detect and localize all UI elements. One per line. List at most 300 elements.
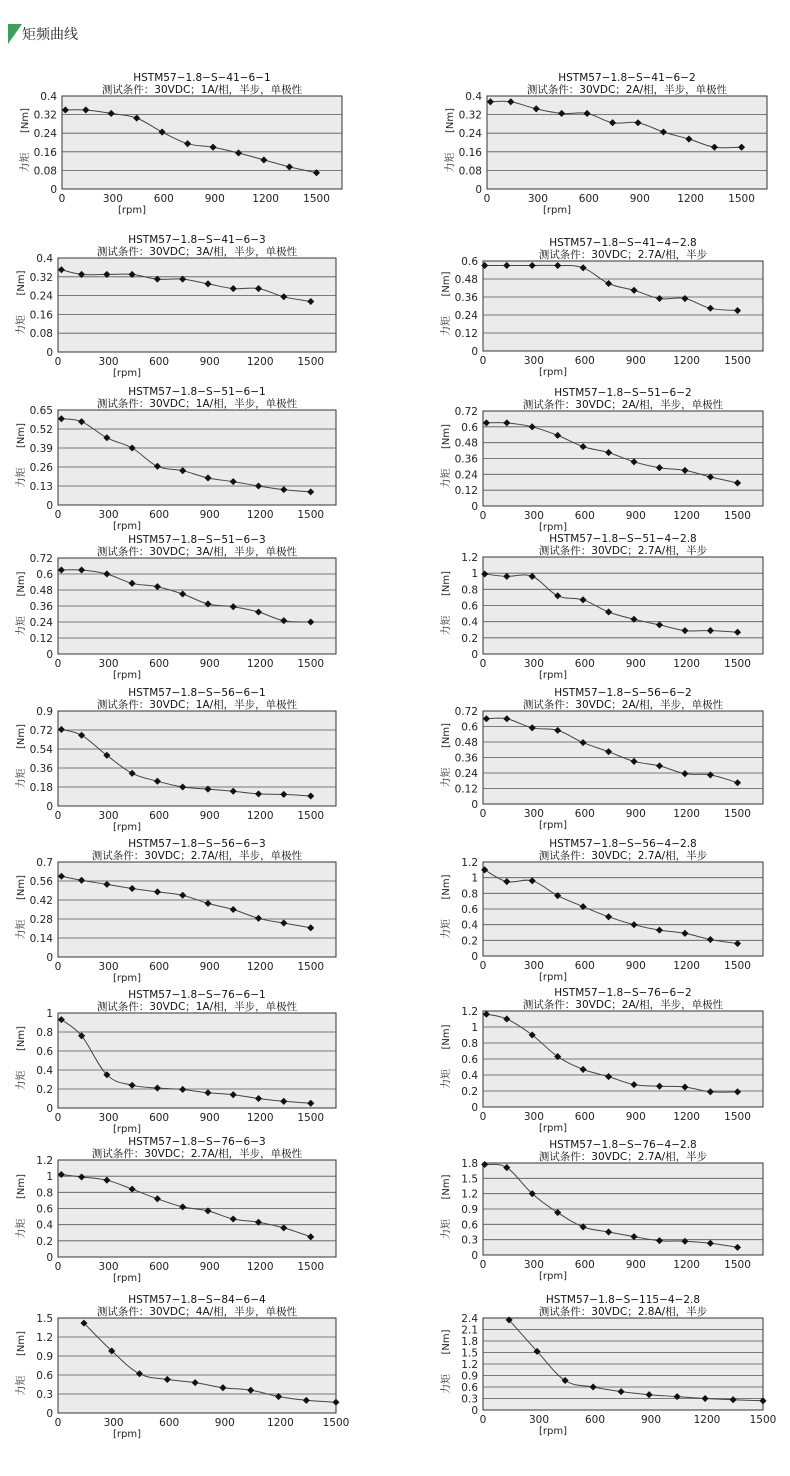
y-tick-label: 0: [471, 346, 478, 358]
y-tick-label: 1: [471, 872, 478, 885]
y-tick-label: 0.39: [29, 443, 53, 455]
x-tick-label: 1200: [246, 658, 274, 670]
y-axis-unit: [Nm]: [20, 107, 31, 134]
y-axis-unit: [Nm]: [441, 1024, 452, 1050]
x-tick-label: 300: [523, 808, 544, 820]
y-axis-label-group: [439, 1174, 452, 1239]
y-axis-unit: [Nm]: [16, 422, 27, 449]
y-axis-unit: [Nm]: [441, 423, 452, 450]
x-tick-label: 300: [523, 658, 544, 670]
y-tick-label: 0.2: [36, 1235, 53, 1248]
x-tick-label: 1200: [246, 1261, 274, 1273]
chart-title: HSTM57−1.8−S−115−4−2.8: [545, 1294, 701, 1306]
chart-title: HSTM57−1.8−S−56−6−2: [554, 687, 692, 699]
y-tick-label: 0.72: [29, 725, 53, 737]
x-tick-label: 0: [58, 193, 66, 205]
chart-title: HSTM57−1.8−S−84−6−4: [128, 1294, 266, 1306]
y-axis-unit: [Nm]: [16, 1330, 27, 1357]
y-axis-label: 力矩: [441, 767, 452, 788]
x-axis-label: [rpm]: [112, 973, 142, 984]
y-tick-label: 0.6: [36, 569, 53, 581]
x-tick-label: 900: [199, 356, 220, 368]
y-tick-label: 0.26: [29, 462, 53, 474]
y-tick-label: 0.48: [454, 437, 478, 450]
chart-subtitle: 测试条件：30VDC；3A/相，半步，单极性: [96, 246, 298, 258]
y-tick-label: 0.56: [29, 876, 53, 888]
chart-subtitle: 测试条件：30VDC；2.7A/相，半步: [538, 1151, 708, 1163]
x-tick-label: 600: [574, 1259, 595, 1271]
x-tick-label: 1500: [297, 1261, 325, 1273]
y-tick-label: 0.6: [461, 421, 478, 434]
y-tick-label: 0.6: [36, 1046, 53, 1058]
x-tick-label: 300: [527, 193, 548, 205]
y-tick-label: 0: [471, 501, 478, 513]
y-axis-unit: [Nm]: [441, 874, 452, 900]
chart-title: HSTM57−1.8−S−76−4−2.8: [549, 1139, 697, 1151]
x-tick-label: 1200: [673, 658, 701, 670]
chart-5: [14, 386, 336, 532]
y-tick-label: 0.72: [29, 553, 53, 565]
x-tick-label: 0: [479, 808, 487, 820]
y-axis-unit: [Nm]: [16, 1173, 27, 1200]
chart-title: HSTM57−1.8−S−56−4−2.8: [549, 838, 697, 850]
x-tick-label: 1500: [724, 1259, 751, 1271]
chart-title: HSTM57−1.8−S−41−6−2: [558, 72, 696, 84]
x-tick-label: 1200: [246, 1112, 274, 1124]
y-axis-label: 力矩: [16, 616, 27, 636]
y-axis-label: 力矩: [441, 1374, 452, 1394]
chart-11: [14, 838, 336, 984]
x-tick-label: 1500: [297, 509, 325, 521]
y-axis-label-group: [14, 724, 27, 789]
y-tick-label: 0.4: [465, 91, 482, 103]
chart-4: [439, 237, 763, 378]
x-tick-label: 1500: [724, 1111, 751, 1123]
x-tick-label: 300: [98, 810, 119, 822]
y-axis-label: 力矩: [16, 768, 27, 789]
y-tick-label: 0.24: [29, 617, 53, 629]
y-axis-unit: [Nm]: [16, 270, 27, 296]
y-tick-label: 0: [471, 1102, 478, 1114]
y-tick-label: 0.9: [36, 1351, 53, 1363]
y-tick-label: 0.4: [36, 253, 53, 265]
x-axis-label: [rpm]: [112, 521, 142, 532]
x-tick-label: 300: [98, 658, 119, 670]
x-axis-label: [rpm]: [538, 1426, 568, 1437]
y-tick-label: 0.8: [461, 1038, 478, 1050]
x-tick-label: 300: [523, 1111, 544, 1123]
y-tick-label: 1.5: [36, 1313, 53, 1325]
y-axis-label: 力矩: [16, 315, 27, 335]
x-axis-label: [rpm]: [538, 670, 568, 681]
x-tick-label: 1200: [246, 810, 274, 822]
y-tick-label: 1: [471, 568, 478, 581]
y-tick-label: 0.6: [461, 1054, 478, 1066]
y-tick-label: 0.54: [29, 744, 53, 756]
y-tick-label: 0.12: [454, 485, 478, 498]
chart-16: [439, 1139, 763, 1282]
y-axis-label: 力矩: [16, 919, 27, 940]
chart-title: HSTM57−1.8−S−51−6−3: [128, 534, 266, 546]
y-tick-label: 1.2: [461, 857, 478, 869]
x-axis-label: [rpm]: [112, 1124, 142, 1135]
y-tick-label: 0.48: [454, 274, 478, 286]
y-tick-label: 0.4: [461, 1070, 478, 1082]
y-tick-label: 0.08: [458, 165, 482, 178]
x-tick-label: 300: [523, 510, 544, 522]
chart-title: HSTM57−1.8−S−76−6−1: [128, 989, 266, 1001]
y-axis-label: 力矩: [16, 1070, 27, 1091]
y-axis-label-group: [14, 1026, 27, 1091]
x-tick-label: 1500: [297, 1112, 325, 1124]
y-tick-label: 1.2: [461, 1006, 478, 1018]
y-axis-label-group: [14, 1331, 27, 1396]
y-tick-label: 0.6: [36, 1370, 53, 1382]
y-tick-label: 0: [46, 347, 53, 359]
x-axis-label: [rpm]: [112, 1273, 142, 1284]
plot-area: [58, 711, 336, 806]
y-axis-unit: [Nm]: [441, 722, 452, 749]
y-axis-label: 力矩: [20, 152, 31, 173]
y-tick-label: 0: [46, 1408, 53, 1420]
x-tick-label: 1500: [724, 355, 751, 367]
x-axis-label: [rpm]: [112, 670, 142, 681]
y-tick-label: 1: [471, 1022, 478, 1034]
x-tick-label: 1200: [673, 808, 701, 820]
y-tick-label: 1: [46, 1008, 53, 1020]
chart-9: [14, 687, 336, 833]
y-tick-label: 0.2: [461, 1086, 478, 1098]
chart-13: [14, 989, 336, 1135]
x-tick-label: 1500: [724, 510, 751, 522]
x-tick-label: 900: [199, 658, 220, 670]
y-tick-label: 0.16: [29, 309, 53, 322]
y-tick-label: 0.36: [29, 601, 53, 613]
y-axis-label: 力矩: [441, 1219, 452, 1239]
x-tick-label: 1500: [749, 1414, 777, 1426]
x-tick-label: 1200: [246, 961, 274, 973]
y-tick-label: 0.3: [461, 1393, 478, 1406]
x-tick-label: 0: [479, 1259, 487, 1271]
y-tick-label: 0: [46, 1103, 53, 1115]
y-tick-label: 0.18: [29, 782, 53, 794]
y-axis-label-group: [14, 423, 27, 488]
y-axis-label-group: [14, 1174, 27, 1239]
x-tick-label: 300: [102, 193, 123, 205]
x-tick-label: 600: [153, 193, 174, 205]
y-tick-label: 0.24: [454, 768, 478, 780]
y-tick-label: 0.72: [454, 406, 478, 418]
chart-3: [14, 234, 336, 379]
chart-subtitle: 测试条件：30VDC；2A/相，半步，单极性: [522, 399, 724, 411]
chart-title: HSTM57−1.8−S−41−6−1: [133, 72, 271, 84]
y-tick-label: 0: [471, 1405, 478, 1417]
chart-title: HSTM57−1.8−S−51−6−1: [128, 386, 266, 398]
x-tick-label: 600: [578, 193, 599, 205]
x-tick-label: 0: [479, 510, 487, 522]
y-tick-label: 0.6: [461, 600, 478, 613]
y-axis-label: 力矩: [16, 1218, 27, 1239]
x-tick-label: 1500: [728, 193, 755, 205]
y-tick-label: 0.8: [461, 584, 478, 597]
chart-subtitle: 测试条件：30VDC；2.7A/相，半步: [538, 249, 708, 261]
chart-subtitle: 测试条件：30VDC；2A/相，半步，单极性: [522, 999, 724, 1011]
x-tick-label: 0: [483, 193, 491, 205]
x-tick-label: 0: [54, 810, 62, 822]
x-tick-label: 1200: [677, 193, 705, 205]
y-axis-label: 力矩: [441, 316, 452, 336]
y-tick-label: 0.4: [461, 616, 478, 629]
x-tick-label: 1500: [297, 356, 325, 368]
y-tick-label: 0: [50, 184, 57, 196]
x-tick-label: 600: [574, 808, 595, 820]
plot-area: [58, 1013, 336, 1108]
chart-8: [439, 533, 763, 681]
y-axis-unit: [Nm]: [16, 723, 27, 750]
y-axis-label-group: [439, 1329, 452, 1394]
y-tick-label: 0: [471, 649, 478, 661]
y-axis-label: 力矩: [441, 1069, 452, 1089]
y-tick-label: 0.8: [36, 1027, 53, 1039]
x-axis-label: [rpm]: [538, 1123, 568, 1134]
y-tick-label: 0: [46, 649, 53, 661]
y-tick-label: 0.4: [461, 919, 478, 932]
x-tick-label: 1200: [673, 510, 701, 522]
x-tick-label: 900: [199, 961, 220, 973]
x-tick-label: 900: [199, 509, 220, 521]
x-tick-label: 900: [199, 1261, 220, 1273]
plot-area: [58, 862, 336, 957]
x-tick-label: 900: [625, 808, 646, 820]
y-axis-unit: [Nm]: [441, 570, 452, 597]
x-tick-label: 1200: [246, 509, 274, 521]
y-tick-label: 1.2: [461, 1188, 478, 1201]
chart-subtitle: 测试条件：30VDC；2A/相，半步，单极性: [522, 699, 724, 711]
x-tick-label: 900: [640, 1414, 662, 1426]
chart-title: HSTM57−1.8−S−51−6−2: [554, 387, 692, 399]
chart-subtitle: 测试条件：30VDC；2.7A/相，半步，单极性: [91, 850, 303, 862]
y-tick-label: 0.48: [29, 585, 53, 597]
y-tick-label: 0.48: [454, 737, 478, 749]
x-tick-label: 900: [625, 1259, 646, 1271]
y-axis-label-group: [14, 270, 27, 335]
y-tick-label: 0.6: [461, 1382, 478, 1394]
y-tick-label: 0.14: [29, 933, 53, 945]
y-axis-label-group: [439, 571, 452, 636]
chart-title: HSTM57−1.8−S−56−6−3: [128, 838, 266, 850]
chart-subtitle: 测试条件：30VDC；2.7A/相，半步，单极性: [91, 1148, 303, 1160]
y-tick-label: 0.2: [36, 1084, 53, 1096]
x-tick-label: 900: [214, 1417, 235, 1429]
y-tick-label: 1.2: [461, 1359, 478, 1371]
x-tick-label: 900: [199, 1112, 220, 1124]
x-tick-label: 300: [103, 1417, 124, 1429]
y-tick-label: 0.36: [29, 763, 53, 775]
y-tick-label: 0.7: [36, 857, 53, 869]
chart-18: [439, 1294, 776, 1437]
y-axis-label-group: [439, 271, 452, 336]
chart-subtitle: 测试条件：30VDC；2.7A/相，半步: [538, 545, 708, 557]
y-axis-unit: [Nm]: [445, 107, 456, 134]
x-tick-label: 900: [204, 193, 225, 205]
y-axis-label: 力矩: [16, 467, 27, 488]
y-tick-label: 0.6: [461, 904, 478, 916]
y-tick-label: 1.2: [36, 1155, 53, 1167]
x-tick-label: 900: [625, 1111, 646, 1123]
x-axis-label: [rpm]: [542, 205, 572, 216]
chart-title: HSTM57−1.8−S−41−6−3: [128, 234, 266, 246]
y-tick-label: 0: [46, 1252, 53, 1264]
y-axis-label-group: [439, 424, 452, 489]
y-tick-label: 0: [471, 951, 478, 963]
chart-17: [14, 1294, 349, 1440]
y-tick-label: 1.5: [461, 1173, 478, 1186]
y-axis-unit: [Nm]: [441, 271, 452, 297]
chart-subtitle: 测试条件：30VDC；3A/相，半步，单极性: [96, 546, 298, 558]
x-tick-label: 900: [199, 810, 220, 822]
chart-title: HSTM57−1.8−S−51−4−2.8: [549, 533, 697, 545]
y-tick-label: 0.32: [33, 109, 57, 122]
y-tick-label: 1.2: [461, 552, 478, 564]
y-tick-label: 0.6: [36, 1203, 53, 1216]
x-tick-label: 1200: [673, 960, 701, 972]
y-axis-label-group: [439, 874, 452, 939]
x-axis-label: [rpm]: [112, 368, 142, 379]
y-tick-label: 0.36: [454, 453, 478, 466]
y-tick-label: 0.36: [454, 292, 478, 304]
y-tick-label: 0: [46, 500, 53, 512]
y-tick-label: 0.42: [29, 895, 53, 907]
x-axis-label: [rpm]: [112, 1429, 142, 1440]
chart-subtitle: 测试条件：30VDC；1A/相，半步，单极性: [96, 1001, 298, 1013]
y-axis-unit: [Nm]: [16, 874, 27, 901]
x-tick-label: 1500: [297, 810, 325, 822]
y-axis-label-group: [439, 1024, 452, 1089]
y-tick-label: 0.28: [29, 914, 53, 926]
x-tick-label: 0: [54, 356, 62, 368]
y-tick-label: 0.24: [33, 128, 57, 141]
x-tick-label: 300: [98, 1261, 119, 1273]
y-tick-label: 1.8: [461, 1158, 478, 1170]
x-tick-label: 900: [625, 960, 646, 972]
y-tick-label: 0.4: [36, 1065, 53, 1077]
x-tick-label: 300: [98, 509, 119, 521]
chart-7: [14, 534, 336, 681]
chart-title: HSTM57−1.8−S−41−4−2.8: [549, 237, 697, 249]
y-axis-label: 力矩: [441, 615, 452, 636]
x-tick-label: 0: [54, 1261, 62, 1273]
chart-subtitle: 测试条件：30VDC；1A/相，半步，单极性: [96, 699, 298, 711]
page-title: 矩频曲线: [22, 27, 78, 43]
y-axis-label-group: [14, 571, 27, 636]
x-tick-label: 300: [98, 1112, 119, 1124]
y-tick-label: 0: [46, 801, 53, 813]
x-tick-label: 600: [574, 510, 595, 522]
y-tick-label: 0.52: [29, 424, 53, 436]
y-tick-label: 0.32: [458, 109, 482, 122]
x-tick-label: 600: [149, 509, 170, 521]
y-tick-label: 0.9: [461, 1370, 478, 1383]
y-tick-label: 0.65: [29, 405, 53, 417]
y-axis-label: 力矩: [16, 1375, 27, 1396]
chart-subtitle: 测试条件：30VDC；1A/相，半步，单极性: [101, 84, 303, 96]
y-tick-label: 0: [46, 952, 53, 964]
y-axis-label: 力矩: [441, 919, 452, 939]
x-tick-label: 600: [159, 1417, 180, 1429]
x-tick-label: 300: [523, 960, 544, 972]
plot-area: [62, 96, 342, 189]
chart-10: [439, 687, 763, 831]
y-tick-label: 2.4: [461, 1313, 478, 1325]
y-tick-label: 0.24: [458, 128, 482, 141]
x-axis-label: [rpm]: [538, 820, 568, 831]
y-tick-label: 0.12: [454, 783, 478, 796]
chart-12: [439, 838, 763, 983]
plot-area: [58, 258, 336, 352]
x-tick-label: 1500: [724, 808, 751, 820]
y-axis-unit: [Nm]: [441, 1329, 452, 1355]
y-tick-label: 0.3: [36, 1389, 53, 1401]
y-tick-label: 0: [471, 799, 478, 811]
x-tick-label: 300: [98, 961, 119, 973]
x-tick-label: 600: [149, 658, 170, 670]
y-tick-label: 0.9: [461, 1204, 478, 1216]
x-tick-label: 1500: [303, 193, 330, 205]
x-tick-label: 1200: [673, 1259, 701, 1271]
x-tick-label: 300: [98, 356, 119, 368]
y-tick-label: 1.5: [461, 1347, 478, 1360]
chart-subtitle: 测试条件：30VDC；2.7A/相，半步: [538, 850, 708, 862]
y-tick-label: 0.6: [461, 721, 478, 734]
chart-title: HSTM57−1.8−S−76−6−3: [128, 1136, 266, 1148]
y-tick-label: 2.1: [461, 1324, 478, 1337]
y-tick-label: 0: [475, 184, 482, 196]
y-tick-label: 1.2: [36, 1332, 53, 1344]
y-tick-label: 0.6: [461, 1219, 478, 1232]
y-axis-label: 力矩: [445, 152, 456, 173]
x-tick-label: 600: [149, 356, 170, 368]
x-tick-label: 0: [479, 960, 487, 972]
x-axis-label: [rpm]: [117, 205, 147, 216]
x-tick-label: 1500: [322, 1417, 350, 1429]
y-tick-label: 1.8: [461, 1336, 478, 1348]
y-tick-label: 0.4: [40, 91, 57, 103]
plot-area: [487, 96, 767, 189]
x-tick-label: 1200: [673, 1111, 701, 1123]
y-tick-label: 0.08: [33, 165, 57, 178]
chart-title: HSTM57−1.8−S−76−6−2: [554, 987, 692, 999]
chart-title: HSTM57−1.8−S−56−6−1: [128, 687, 266, 699]
y-tick-label: 0.24: [454, 310, 478, 322]
y-axis-label-group: [18, 108, 31, 173]
x-tick-label: 600: [149, 810, 170, 822]
y-tick-label: 0.24: [454, 469, 478, 482]
y-tick-label: 0.12: [29, 633, 53, 645]
x-tick-label: 0: [54, 1417, 62, 1429]
y-tick-label: 0.9: [36, 706, 53, 718]
chart-subtitle: 测试条件：30VDC；1A/相，半步，单极性: [96, 398, 298, 410]
x-tick-label: 600: [574, 960, 595, 972]
x-tick-label: 1200: [267, 1417, 294, 1429]
x-tick-label: 600: [149, 961, 170, 973]
x-tick-label: 0: [479, 1111, 487, 1123]
chart-subtitle: 测试条件：30VDC；2A/相，半步，单极性: [526, 84, 728, 96]
y-tick-label: 0.32: [29, 271, 53, 284]
x-tick-label: 900: [625, 658, 646, 670]
y-axis-unit: [Nm]: [16, 571, 27, 597]
y-tick-label: 0.2: [461, 935, 478, 948]
x-tick-label: 1500: [297, 658, 325, 670]
